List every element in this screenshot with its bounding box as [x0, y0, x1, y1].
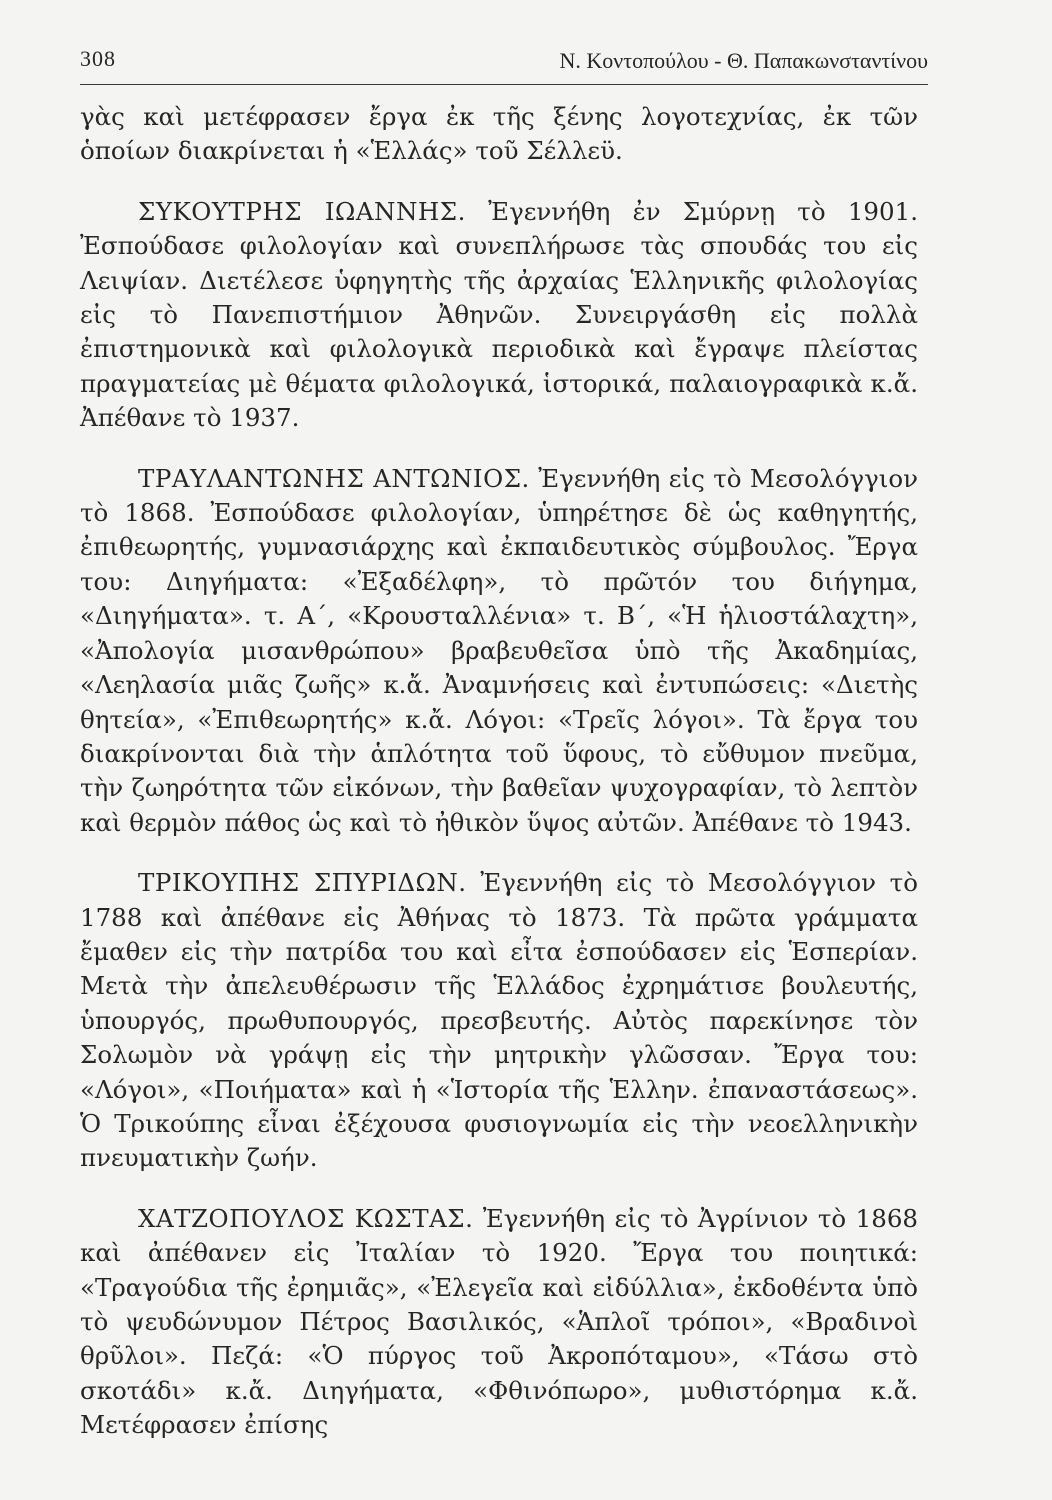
header-rule — [80, 84, 928, 85]
entry-trikoupis — [80, 866, 918, 1176]
running-head: Ν. Κοντοπούλου - Θ. Παπακωνσταντίνου — [559, 48, 928, 73]
entry-text: Ἐγεννήθη εἰς τὸ Μεσολόγγιον τὸ 1788 καὶ ἀπέθανε εἰς Ἀθήνας τὸ 1873. Τὰ πρῶτα γράμματα ἔμαθεν εἰς τὴν πατρίδα του καὶ εἶτα ἐσπούδασεν εἰς Ἑσπερίαν. Μετὰ τὴν ἀπελευθέρωσιν τῆς Ἑλλάδος ἐχρημάτισε βουλευτής, ὑπουργός, πρωθυπουργός, πρεσβευτής. Αὐτὸς παρεκίνησε τὸν Σολωμὸν νὰ γράψῃ εἰς τὴν μητρικὴν γλῶσσαν. Ἔργα του: «Λόγοι», «Ποιήματα» καὶ ἡ «Ἱστορία τῆς Ἑλλην. ἐπαναστάσεως». Ὁ Τρικούπης εἶναι ἐξέχουσα φυσιογνωμία εἰς τὴν νεοελληνικὴν πνευματικὴν ζωήν. — [80, 868, 918, 1173]
page-number: 308 — [80, 46, 116, 71]
entry-name: ΧΑΤΖΟΠΟΥΛΟΣ ΚΩΣΤΑΣ. — [138, 1203, 474, 1233]
entry-traylantonis — [80, 462, 918, 840]
entry-name: ΤΡΑΥΛΑΝΤΩΝΗΣ ΑΝΤΩΝΙΟΣ. — [138, 463, 530, 493]
entry-chatzopoulos — [80, 1202, 918, 1443]
continuation-paragraph: γὰς καὶ μετέφρασεν ἔργα ἐκ τῆς ξένης λογοτεχνίας, ἐκ τῶν ὁποίων διακρίνεται ἡ «Ἑλλάς» τοῦ Σέλλεϋ. — [80, 102, 918, 166]
page-header — [80, 44, 928, 84]
entry-sykoutris — [80, 195, 918, 436]
entry-name: ΤΡΙΚΟΥΠΗΣ ΣΠΥΡΙΔΩΝ. — [138, 868, 467, 898]
body-text — [80, 100, 918, 1443]
entry-text: Ἐγεννήθη εἰς τὸ Ἀγρίνιον τὸ 1868 καὶ ἀπέθανεν εἰς Ἰταλίαν τὸ 1920. Ἔργα του ποιητικά: «Τραγούδια τῆς ἐρημιᾶς», «Ἐλεγεῖα καὶ εἰδύλλια», ἐκδοθέντα ὑπὸ τὸ ψευδώνυμον Πέτρος Βασιλικός, «Ἁπλοῖ τρόποι», «Βραδινοὶ θρῦλοι». Πεζά: «Ὁ πύργος τοῦ Ἀκροπόταμου», «Τάσω στὸ σκοτάδι» κ.ἄ. Διηγήματα, «Φθινόπωρο», μυθιστόρημα κ.ἄ. Μετέφρασεν ἐπίσης — [80, 1203, 918, 1440]
entry-name: ΣΥΚΟΥΤΡΗΣ ΙΩΑΝΝΗΣ. — [138, 196, 466, 226]
entry-text: Ἐγεννήθη ἐν Σμύρνῃ τὸ 1901. Ἐσπούδασε φιλολογίαν καὶ συνεπλήρωσε τὰς σπουδάς του εἰς Λειψίαν. Διετέλεσε ὑφηγητὴς τῆς ἀρχαίας Ἑλληνικῆς φιλολογίας εἰς τὸ Πανεπιστήμιον Ἀθηνῶν. Συνειργάσθη εἰς πολλὰ ἐπιστημονικὰ καὶ φιλολογικὰ περιοδικὰ καὶ ἔγραψε πλείστας πραγματείας μὲ θέματα φιλολογικά, ἱστορικά, παλαιογραφικὰ κ.ἄ. Ἀπέθανε τὸ 1937. — [80, 196, 918, 433]
entry-text: Ἐγεννήθη εἰς τὸ Μεσολόγγιον τὸ 1868. Ἐσπούδασε φιλολογίαν, ὑπηρέτησε δὲ ὡς καθηγητής, ἐπιθεωρητής, γυμνασιάρχης καὶ ἐκπαιδευτικὸς σύμβουλος. Ἔργα του: Διηγήματα: «Ἐξαδέλφη», τὸ πρῶτόν του διήγημα, «Διηγήματα». τ. Α΄, «Κρουσταλλένια» τ. Β΄, «Ἡ ἡλιοστάλαχτη», «Ἀπολογία μισανθρώπου» βραβευθεῖσα ὑπὸ τῆς Ἀκαδημίας, «Λεηλασία μιᾶς ζωῆς» κ.ἄ. Ἀναμνήσεις καὶ ἐντυπώσεις: «Διετὴς θητεία», «Ἐπιθεωρητής» κ.ἄ. Λόγοι: «Τρεῖς λόγοι». Τὰ ἔργα του διακρίνονται διὰ τὴν ἁπλότητα τοῦ ὕφους, τὸ εὔθυμον πνεῦμα, τὴν ζωηρότητα τῶν εἰκόνων, τὴν βαθεῖαν ψυχογραφίαν, τὸ λεπτὸν καὶ θερμὸν πάθος ὡς καὶ τὸ ἠθικὸν ὕψος αὐτῶν. Ἀπέθανε τὸ 1943. — [80, 463, 918, 837]
